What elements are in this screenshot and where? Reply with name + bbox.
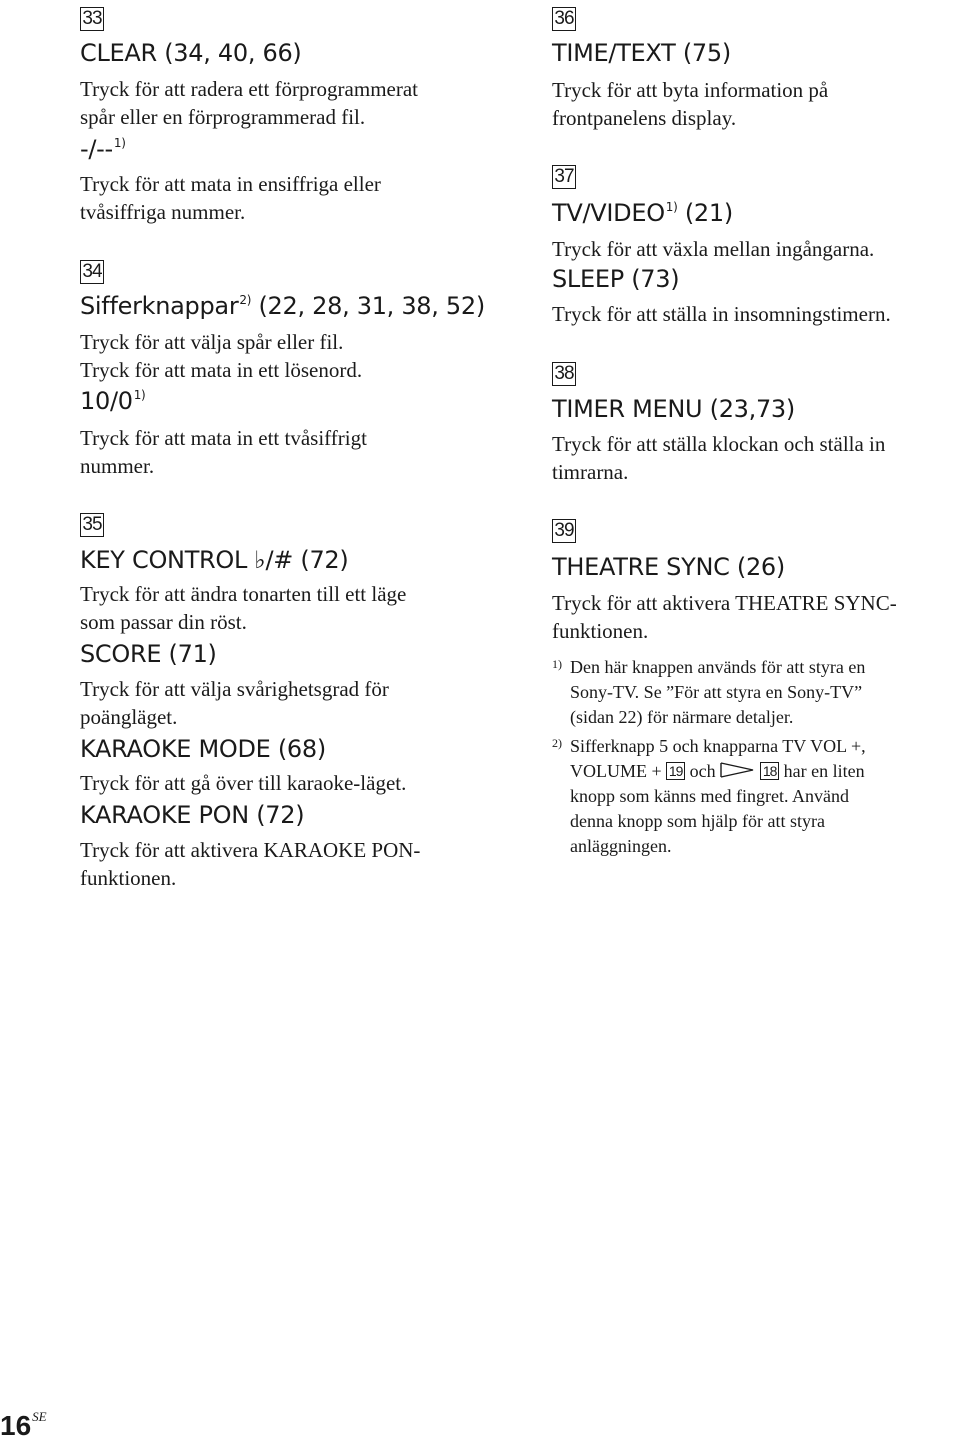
- heading-time-text: TIME/TEXT (75): [552, 39, 731, 67]
- sharp-symbol: #: [273, 546, 294, 574]
- desc-ten-zero-line1: Tryck för att mata in ett tvåsiffrigt: [80, 426, 367, 450]
- heading-score: SCORE (71): [80, 640, 217, 668]
- footnote-2-line4: denna knopp som hjälp för att styra: [570, 811, 825, 831]
- inline-number-18: 18: [760, 762, 779, 780]
- footnote-2-mark: 2): [552, 736, 562, 750]
- desc-timer-menu-line2: timrarna.: [552, 460, 629, 484]
- footnote-1-line2: Sony-TV. Se ”För att styra en Sony-TV”: [570, 682, 863, 702]
- heading-clear: CLEAR (34, 40, 66): [80, 39, 302, 67]
- footnote-2-line2: VOLUME + 19 och 18 har en liten: [570, 759, 865, 785]
- heading-sleep: SLEEP (73): [552, 265, 680, 293]
- page-number: $16^{SE}$: [0, 1409, 47, 1441]
- desc-key-control-line2: som passar din röst.: [80, 610, 247, 634]
- heading-karaoke-mode: KARAOKE MODE (68): [80, 735, 326, 763]
- play-icon: [720, 760, 756, 785]
- heading-digit-toggle: -/--$^{1)}$: [80, 135, 126, 163]
- desc-time-text-line1: Tryck för att byta information på: [552, 78, 829, 102]
- desc-ten-zero-line2: nummer.: [80, 454, 155, 478]
- desc-theatre-sync-line1: Tryck för att aktivera THEATRE SYNC-: [552, 591, 897, 615]
- desc-clear-line1: Tryck för att radera ett förprogrammerat: [80, 77, 418, 101]
- footnote-1-line1: Den här knappen används för att styra en: [570, 657, 866, 677]
- item-number-33: 33: [80, 7, 104, 31]
- item-number-38: 38: [552, 362, 576, 386]
- heading-tv-video: TV/VIDEO$^{1)}$ (21): [552, 199, 733, 227]
- desc-sleep-line1: Tryck för att ställa in insomningstimern.: [552, 302, 891, 326]
- desc-score-line1: Tryck för att välja svårighetsgrad för: [80, 677, 389, 701]
- page-number-suffix: SE: [32, 1409, 47, 1424]
- desc-tv-video-line1: Tryck för att växla mellan ingångarna.: [552, 237, 875, 261]
- item-number-35: 35: [80, 513, 104, 537]
- inline-number-19: 19: [666, 762, 685, 780]
- heading-timer-menu: TIMER MENU (23,73): [552, 395, 795, 423]
- desc-karaoke-pon-line1: Tryck för att aktivera KARAOKE PON-: [80, 838, 421, 862]
- desc-time-text-line2: frontpanelens display.: [552, 106, 737, 130]
- desc-theatre-sync-line2: funktionen.: [552, 619, 649, 643]
- heading-theatre-sync: THEATRE SYNC (26): [552, 553, 785, 581]
- heading-key-control: KEY CONTROL ♭/# (72): [80, 546, 349, 574]
- footnote-2-line5: anläggningen.: [570, 836, 672, 856]
- item-number-34: 34: [80, 260, 104, 284]
- heading-ten-zero: 10/0$^{1)}$: [80, 387, 146, 415]
- item-number-39: 39: [552, 519, 576, 543]
- desc-score-line2: poängläget.: [80, 705, 178, 729]
- flat-symbol: ♭: [254, 546, 266, 574]
- desc-number-buttons-line1: Tryck för att välja spår eller fil.: [80, 330, 344, 354]
- desc-timer-menu-line1: Tryck för att ställa klockan och ställa in: [552, 432, 886, 456]
- item-number-36: 36: [552, 7, 576, 31]
- item-number-37: 37: [552, 165, 576, 189]
- desc-key-control-line1: Tryck för att ändra tonarten till ett läge: [80, 582, 407, 606]
- footnote-2-line3: knopp som känns med fingret. Använd: [570, 786, 849, 806]
- footnote-1-line3: (sidan 22) för närmare detaljer.: [570, 707, 794, 727]
- desc-clear-line2: spår eller en förprogrammerad fil.: [80, 105, 366, 129]
- footnote-2-line1: Sifferknapp 5 och knapparna TV VOL +,: [570, 736, 866, 756]
- desc-digit-toggle-line2: tvåsiffriga nummer.: [80, 200, 246, 224]
- desc-karaoke-pon-line2: funktionen.: [80, 866, 177, 890]
- desc-digit-toggle-line1: Tryck för att mata in ensiffriga eller: [80, 172, 381, 196]
- desc-number-buttons-line2: Tryck för att mata in ett lösenord.: [80, 358, 363, 382]
- footnote-1-mark: 1): [552, 657, 562, 671]
- heading-number-buttons: Sifferknappar$^{2)}$ (22, 28, 31, 38, 52): [80, 292, 485, 320]
- heading-karaoke-pon: KARAOKE PON (72): [80, 801, 305, 829]
- desc-karaoke-mode-line1: Tryck för att gå över till karaoke-läget.: [80, 771, 407, 795]
